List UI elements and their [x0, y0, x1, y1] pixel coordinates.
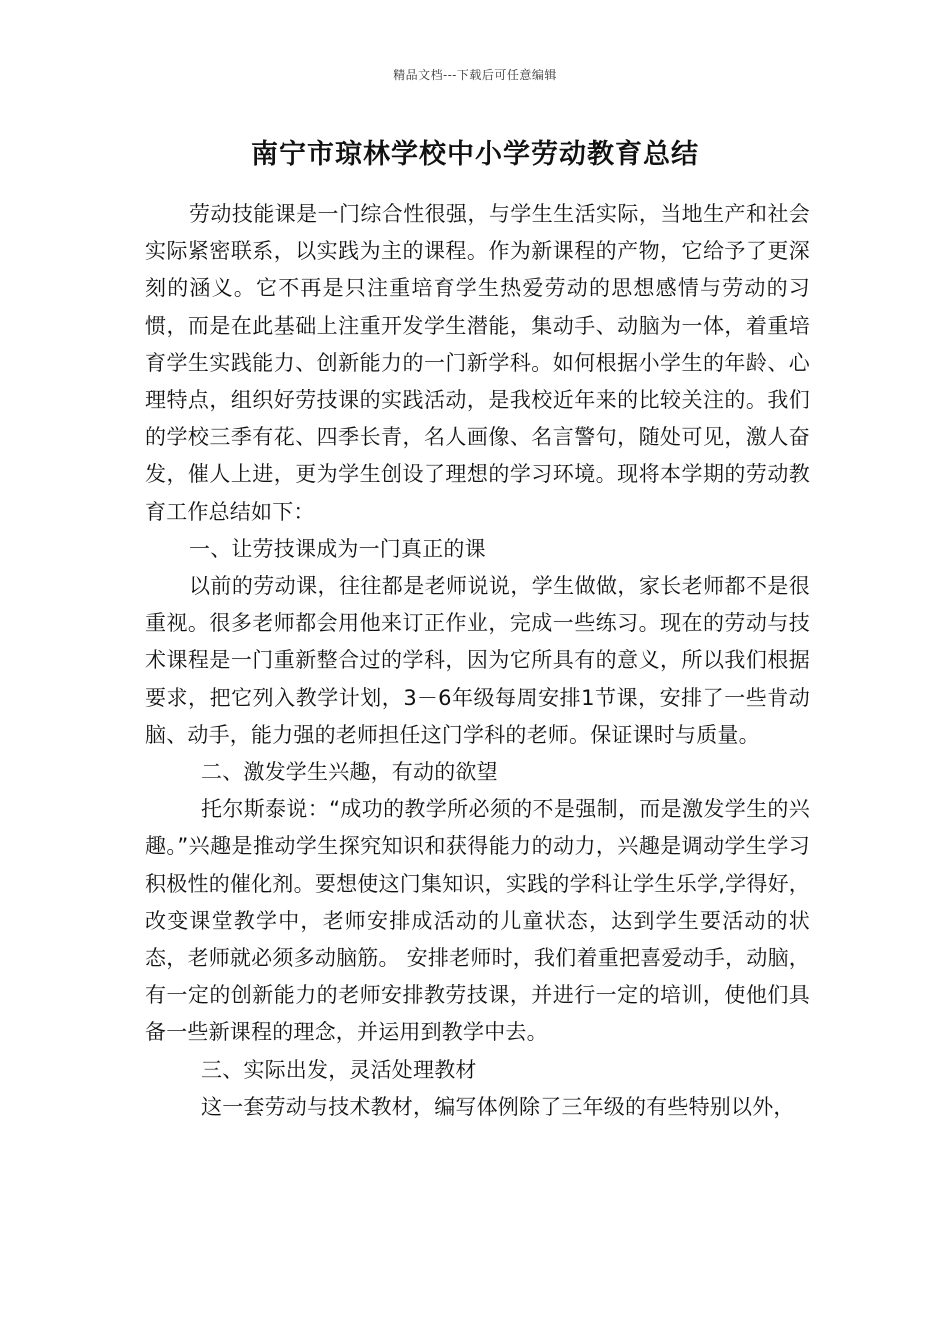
document-body — [145, 196, 810, 1126]
header-note: 精品文档---下载后可任意编辑 — [393, 68, 557, 82]
section-3-heading: 三、实际出发，灵活处理教材 — [201, 1057, 477, 1082]
section-2-paragraph: 托尔斯泰说：“成功的教学所必须的不是强制，而是激发学生的兴趣。”兴趣是推动学生探究知识和获得能力的动力，兴趣是调动学生学习积极性的催化剂。要想使这门集知识，实践的学科让学生乐学,学得好，改变课堂教学中，老师安排成活动的儿童状态，达到学生要活动的状态，老师就必须多动脑筋。 安排老师时，我们着重把喜爱动手，动脑，有一定的创新能力的老师安排教劳技课，并进行一定的培训，使他们具备一些新课程的理念，并运用到教学中去。 — [145, 797, 810, 1045]
intro-paragraph: 劳动技能课是一门综合性很强，与学生生活实际，当地生产和社会实际紧密联系，以实践为主的课程。作为新课程的产物，它给予了更深刻的涵义。它不再是只注重培育学生热爱劳动的思想感情与劳动的习惯，而是在此基础上注重开发学生潜能，集动手、动脑为一体，着重培育学生实践能力、创新能力的一门新学科。如何根据小学生的年龄、心理特点，组织好劳技课的实践活动，是我校近年来的比较关注的。我们的学校三季有花、四季长青，名人画像、名言警句，随处可见，激人奋发，催人上进，更为学生创设了理想的学习环境。现将本学期的劳动教育工作总结如下： — [145, 202, 810, 524]
section-3-paragraph: 这一套劳动与技术教材，编写体例除了三年级的有些特别以外， — [201, 1094, 795, 1119]
section-2-heading: 二、激发学生兴趣，有动的欲望 — [201, 760, 498, 785]
section-1-paragraph: 以前的劳动课，往往都是老师说说，学生做做，家长老师都不是很重视。很多老师都会用他来订正作业，完成一些练习。现在的劳动与技术课程是一门重新整合过的学科，因为它所具有的意义，所以我们根据要求，把它列入教学计划，3－6年级每周安排1节课，安排了一些肯动脑、动手，能力强的老师担任这门学科的老师。保证课时与质量。 — [145, 574, 810, 747]
section-1-heading: 一、让劳技课成为一门真正的课 — [189, 536, 486, 561]
document-title: 南宁市琼林学校中小学劳动教育总结 — [251, 139, 699, 170]
